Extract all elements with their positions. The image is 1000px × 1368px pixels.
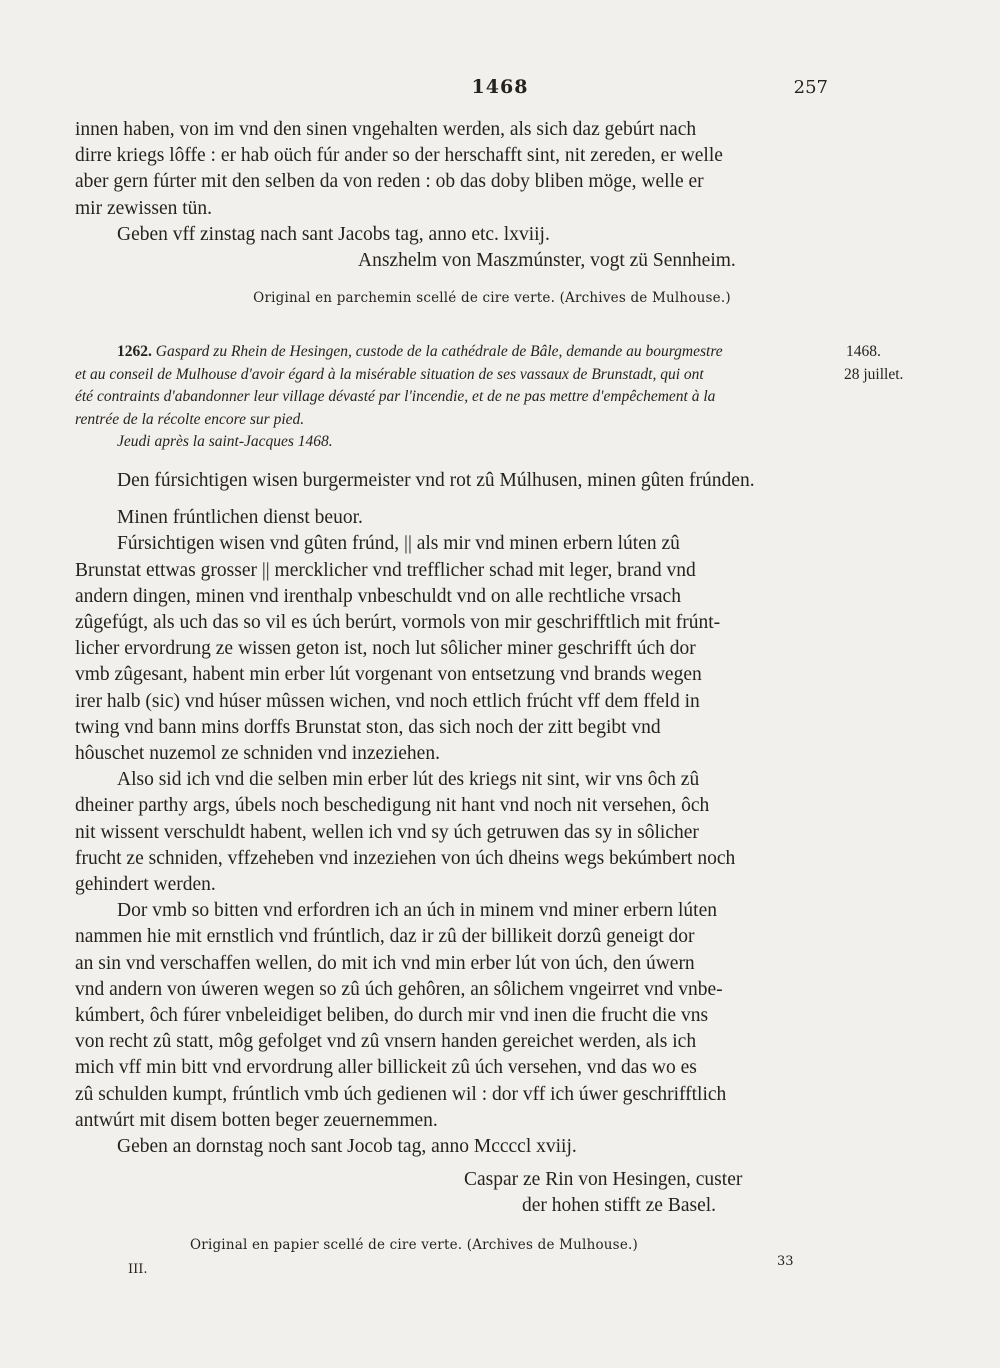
text-line: innen haben, von im vnd den sinen vngehalten werden, als sich daz gebúrt nach: [75, 119, 697, 140]
text-line: Brunstat ettwas grosser || mercklicher vnd trefflicher schad mit leger, brand vnd: [75, 559, 696, 581]
entry-regest: [75, 341, 837, 454]
text-line: zû schulden kumpt, frúntlich vmb úch gedienen wil : dor vff ich úwer geschrifftlich: [75, 1083, 727, 1105]
letter-text: [75, 468, 837, 1160]
text-line: dirre kriegs lôffe : er hab oüch fúr ander so der herschafft sint, nit zereden, er welle: [75, 145, 723, 167]
previous-letter-text: [75, 117, 837, 248]
running-head-year: 1468: [471, 76, 529, 98]
text-line: vnd andern von úweren wegen so zû úch gehôren, an sôlichem vngeirret vnd vnbe-: [75, 978, 723, 1000]
text-line: vmb zûgesant, habent min erber lút vorgenant von entsetzung vnd brands wegen: [75, 664, 702, 686]
page-number: 257: [793, 77, 828, 98]
text-line: nammen hie mit ernstlich vnd frúntlich, daz ir zû der billikeit dorzû geneigt dor: [75, 926, 695, 948]
regest-line: été contraints d'abandonner leur village dévasté par l'incendie, et de ne pas mettre d'empêchement à la: [75, 388, 716, 406]
previous-letter-dating: Geben vff zinstag nach sant Jacobs tag, anno etc. lxviij.: [117, 223, 550, 245]
regest-date: Jeudi après la saint-Jacques 1468.: [117, 433, 333, 451]
regest-line: et au conseil de Mulhouse d'avoir égard à la misérable situation de ses vassaux de Brunstadt, qui ont: [75, 365, 704, 383]
text-line: Fúrsichtigen wisen vnd gûten frúnd, || als mir vnd minen erbern lúten zû: [117, 533, 680, 555]
previous-letter-signature: Anszhelm von Maszmúnster, vogt zü Sennheim.: [358, 250, 736, 271]
text-line: antwúrt mit disem botten beger zeuernemmen.: [75, 1109, 438, 1131]
previous-letter-source-note: Original en parchemin scellé de cire verte. (Archives de Mulhouse.): [253, 290, 731, 306]
text-line: mich vff min bitt vnd ervordrung aller billickeit zû úch versehen, vnd das wo es: [75, 1057, 697, 1079]
text-line: Also sid ich vnd die selben min erber lút des kriegs nit sint, wir vns ôch zû: [117, 769, 700, 791]
text-line: irer halb (sic) vnd húser mûssen wichen, vnd noch ettlich frúcht vff dem ffeld in: [75, 690, 700, 712]
margin-day: 28 juillet.: [844, 366, 904, 383]
letter-address: Den fúrsichtigen wisen burgermeister vnd rot zû Múlhusen, minen gûten frúnden.: [117, 470, 755, 491]
text-line: hôuschet nuzemol ze schniden vnd inzeziehen.: [75, 743, 440, 765]
volume-number: III.: [128, 1262, 148, 1277]
text-line: andern dingen, minen vnd irenthalp vnbeschuldt vnd on alle rechtliche vrsach: [75, 585, 681, 607]
signature-mark: 33: [777, 1254, 794, 1269]
text-line: nit wissent verschuldt habent, wellen ich vnd sy úch getruwen das sy in sôlicher: [75, 821, 699, 843]
text-line: frucht ze schniden, vffzeheben vnd inzeziehen von úch dheins wegs bekúmbert noch: [75, 847, 736, 869]
letter-signature-line-2: der hohen stifft ze Basel.: [522, 1195, 717, 1216]
letter-dating: Geben an dornstag noch sant Jocob tag, anno Mccccl xviij.: [117, 1136, 577, 1158]
entry-number: 1262.: [117, 343, 152, 360]
text-line: Dor vmb so bitten vnd erfordren ich an úch in minem vnd miner erbern lúten: [117, 900, 718, 922]
regest-line: rentrée de la récolte encore sur pied.: [75, 410, 305, 428]
letter-source-note: Original en papier scellé de cire verte. (Archives de Mulhouse.): [190, 1237, 638, 1253]
text-line: aber gern fúrter mit den selben da von reden : ob das doby bliben möge, welle er: [75, 171, 704, 193]
text-line: von recht zû statt, môg gefolget vnd zû vnsern handen gereichet werden, als ich: [75, 1031, 697, 1053]
text-line: dheiner parthy args, úbels noch beschedigung nit hant vnd noch nit versehen, ôch: [75, 795, 710, 817]
text-line: zûgefúgt, als uch das so vil es úch berúrt, vormols von mir geschrifftlich mit frúnt-: [75, 612, 721, 634]
text-line: mir zewissen tün.: [75, 197, 213, 219]
text-line: licher ervordrung ze wissen geton ist, noch lut sôlicher miner geschrifft úch dor: [75, 638, 696, 660]
text-line: gehindert werden.: [75, 874, 216, 896]
letter-greeting: Minen frúntlichen dienst beuor.: [117, 507, 363, 529]
text-line: twing vnd bann mins dorffs Brunstat ston, das sich noch der zitt begibt vnd: [75, 716, 661, 738]
text-line: kúmbert, ôch fúrer vnbeleidiget beliben, do durch mir vnd inen die frucht die vns: [75, 1005, 709, 1027]
regest-line: 1262. Gaspard zu Rhein de Hesingen, custode de la cathédrale de Bâle, demande au bourgmestre: [117, 343, 723, 360]
text-line: an sin vnd verschaffen wellen, do mit ich vnd min erber lút von úch, den úwern: [75, 952, 695, 974]
letter-signature-line-1: Caspar ze Rin von Hesingen, custer: [464, 1169, 743, 1190]
margin-year: 1468.: [846, 343, 881, 360]
